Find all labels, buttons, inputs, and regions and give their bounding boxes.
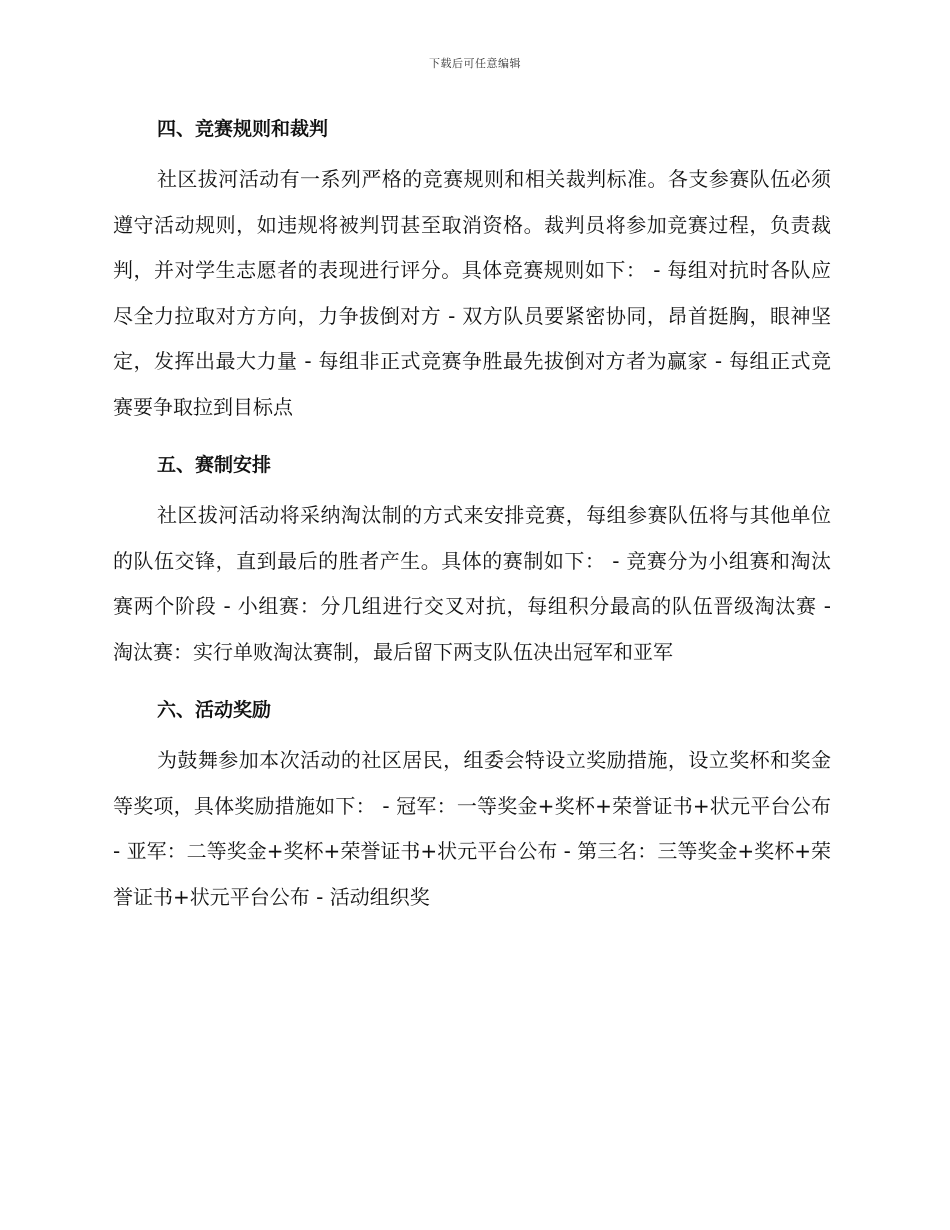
section-heading-schedule: 五、赛制安排 [157,454,272,476]
section-paragraph-awards: 为鼓舞参加本次活动的社区居民，组委会特设立奖励措施，设立奖杯和奖金等奖项，具体奖励措施如下： - 冠军：一等奖金+奖杯+荣誉证书+状元平台公布 - 亚军：二等奖金+奖杯+荣誉证书+状元平台公布 - 第三名：三等奖金+奖杯+荣誉证书+状元平台公布 - 活动组织奖 [113,748,831,909]
document-body [113,112,831,938]
section-heading-rules: 四、竞赛规则和裁判 [157,118,329,140]
header-note: 下载后可任意编辑 [429,57,521,70]
section-paragraph-schedule: 社区拔河活动将采纳淘汰制的方式来安排竞赛，每组参赛队伍将与其他单位的队伍交锋，直到最后的胜者产生。具体的赛制如下： - 竞赛分为小组赛和淘汰赛两个阶段 - 小组赛：分几组进行交叉对抗，每组积分最高的队伍晋级淘汰赛 - 淘汰赛：实行单败淘汰赛制，最后留下两支队伍决出冠军和亚军 [113,503,831,664]
section-paragraph-rules: 社区拔河活动有一系列严格的竞赛规则和相关裁判标准。各支参赛队伍必须遵守活动规则，如违规将被判罚甚至取消资格。裁判员将参加竞赛过程，负责裁判，并对学生志愿者的表现进行评分。具体竞赛规则如下： - 每组对抗时各队应尽全力拉取对方方向，力争拔倒对方 - 双方队员要紧密协同，昂首挺胸，眼神坚定，发挥出最大力量 - 每组非正式竞赛争胜最先拔倒对方者为赢家 - 每组正式竞赛要争取拉到目标点 [113,167,831,419]
section-heading-awards: 六、活动奖励 [157,699,272,721]
